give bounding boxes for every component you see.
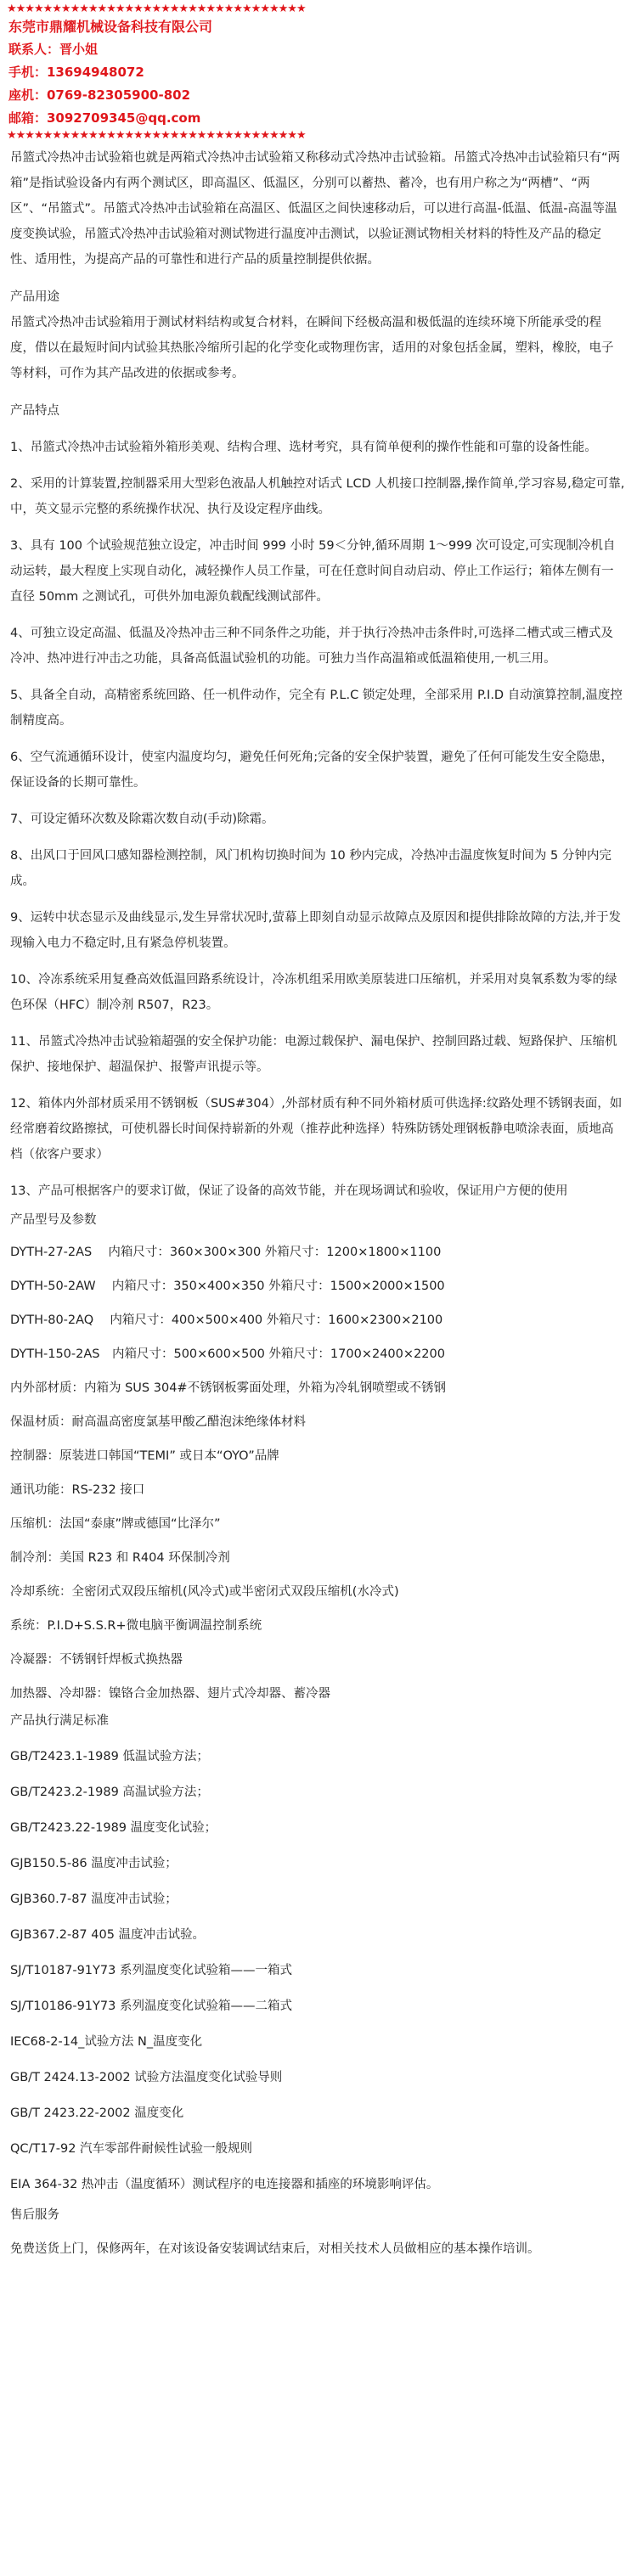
- contact-person: 联系人：晋小姐: [8, 42, 99, 57]
- intro-paragraph: 吊篮式冷热冲击试验箱也就是两箱式冷热冲击试验箱又称移动式冷热冲击试验箱。吊篮式冷热冲击试验箱只有“两箱”是指试验设备内有两个测试区，即高温区、低温区，分别可以蓄热、蓄冷，也有用户称之为“两槽”、“两区”、“吊篮式”。吊篮式冷热冲击试验箱在高温区、低温区之间快速移动后，可以进行高温-低温、低温-高温等温度变换试验，吊篮式冷热冲击试验箱对测试物进行温度冲击测试，以验证测试物相关材料的特性及产品的稳定性、适用性，为提高产品的可靠性和进行产品的质量控制提供依据。: [10, 151, 621, 267]
- standard-row: GB/T 2423.22-2002 温度变化: [10, 2106, 184, 2120]
- content-body: [0, 145, 637, 2262]
- feature-item: 1、吊篮式冷热冲击试验箱外箱形美观、结构合理、选材考究，具有简单便利的操作性能和可靠的设备性能。: [10, 441, 597, 454]
- standard-row: GB/T2423.2-1989 高温试验方法；: [10, 1786, 209, 1799]
- feature-item: 4、可独立设定高温、低温及冷热冲击三种不同条件之功能，并于执行冷热冲击条件时,可选择二槽式或三槽式及冷冲、热冲进行冲击之功能，具备高低温试验机的功能。可独力当作高温箱或低温箱使用,一机三用。: [10, 627, 613, 666]
- feature-item: 3、具有 100 个试验规范独立设定，冲击时间 999 小时 59＜分钟,循环周期 1～999 次可设定,可实现制冷机自动运转，最大程度上实现自动化，减轻操作人员工作量，可在任意时间自动启动、停止工作运行；箱体左侧有一直径 50mm 之测试孔，可供外加电源负载配线测试部件。: [10, 539, 616, 604]
- standards-block: [10, 1708, 625, 2197]
- standard-row: GJB367.2-87 405 温度冲击试验。: [10, 1928, 206, 1942]
- after-sales-heading: 售后服务: [10, 2208, 59, 2222]
- standard-row: SJ/T10187-91Y73 系列温度变化试验箱——一箱式: [10, 1964, 292, 1977]
- spec-row: 保温材质：耐高温高密度氯基甲酸乙醋泡沫绝缘体材料: [10, 1415, 306, 1429]
- standard-row: GB/T2423.22-1989 温度变化试验；: [10, 1821, 217, 1835]
- standard-row: GB/T2423.1-1989 低温试验方法；: [10, 1750, 209, 1763]
- standard-row: QC/T17-92 汽车零部件耐候性试验一般规则: [10, 2142, 253, 2156]
- standards-heading: 产品执行满足标准: [10, 1714, 109, 1728]
- usage-heading: 产品用途: [10, 290, 59, 304]
- standard-row: SJ/T10186-91Y73 系列温度变化试验箱——二箱式: [10, 1999, 292, 2013]
- after-sales-paragraph: 免费送货上门，保修两年，在对该设备安装调试结束后，对相关技术人员做相应的基本操作培训。: [10, 2242, 540, 2256]
- standard-row: GB/T 2424.13-2002 试验方法温度变化试验导则: [10, 2071, 283, 2084]
- model-row: DYTH-80-2AQ 内箱尺寸：400×500×400 外箱尺寸：1600×2300×2100: [10, 1313, 443, 1327]
- model-row: DYTH-150-2AS 内箱尺寸：500×600×500 外箱尺寸：1700×2400×2200: [10, 1347, 445, 1361]
- star-divider-top: ★★★★★★★★★★★★★★★★★★★★★★★★★★★★★★★★★: [7, 3, 306, 15]
- models-heading: 产品型号及参数: [10, 1213, 97, 1227]
- model-row: DYTH-27-2AS 内箱尺寸：360×300×300 外箱尺寸：1200×1800×1100: [10, 1246, 442, 1259]
- standard-row: IEC68-2-14_试验方法 N_温度变化: [10, 2035, 203, 2049]
- spec-row: 内外部材质：内箱为 SUS 304#不锈钢板雾面处理，外箱为冷轧钢喷塑或不锈钢: [10, 1381, 447, 1395]
- feature-item: 13、产品可根据客户的要求订做，保证了设备的高效节能，并在现场调试和验收，保证用户方便的使用: [10, 1184, 568, 1198]
- feature-item: 9、运转中状态显示及曲线显示,发生异常状况时,萤幕上即刻自动显示故障点及原因和提供排除故障的方法,并于发现输入电力不稳定时,且有紧急停机装置。: [10, 911, 622, 950]
- feature-item: 7、可设定循环次数及除霜次数自动(手动)除霜。: [10, 813, 274, 826]
- feature-item: 8、出风口于回风口感知器检测控制，风门机构切换时间为 10 秒内完成，冷热冲击温度恢复时间为 5 分钟内完成。: [10, 849, 612, 888]
- spec-row: 冷却系统：全密闭式双段压缩机(风冷式)或半密闭式双段压缩机(水冷式): [10, 1585, 399, 1599]
- standard-row: GJB360.7-87 温度冲击试验；: [10, 1893, 178, 1906]
- spec-row: 系统：P.I.D+S.S.R+微电脑平衡调温控制系统: [10, 1619, 262, 1633]
- spec-row: 控制器：原装进口韩国“TEMI” 或日本“OYO”品牌: [10, 1449, 279, 1463]
- star-divider-bottom: ★★★★★★★★★★★★★★★★★★★★★★★★★★★★★★★★★: [7, 130, 306, 142]
- mobile-number: 手机：13694948072: [8, 65, 144, 80]
- email-address: 邮箱：3092709345@qq.com: [8, 110, 201, 126]
- contact-block: [0, 15, 637, 130]
- feature-item: 2、采用的计算装置,控制器采用大型彩色液晶人机触控对话式 LCD 人机接口控制器,操作简单,学习容易,稳定可靠,中，英文显示完整的系统操作状况、执行及设定程序曲线。: [10, 477, 625, 516]
- spec-row: 加热器、冷却器：镍铬合金加热器、翅片式冷却器、蓄冷器: [10, 1687, 330, 1701]
- feature-item: 11、吊篮式冷热冲击试验箱超强的安全保护功能：电源过载保护、漏电保护、控制回路过载、短路保护、压缩机保护、接地保护、超温保护、报警声讯提示等。: [10, 1035, 617, 1074]
- standard-row: EIA 364-32 热冲击（温度循环）测试程序的电连接器和插座的环境影响评估。: [10, 2178, 439, 2191]
- features-heading: 产品特点: [10, 404, 59, 418]
- feature-item: 6、空气流通循环设计，使室内温度均匀，避免任何死角;完备的安全保护装置，避免了任何可能发生安全隐患，保证设备的长期可靠性。: [10, 751, 614, 790]
- feature-item: 5、具备全自动，高精密系统回路、任一机件动作，完全有 P.L.C 锁定处理，全部采用 P.I.D 自动演算控制,温度控制精度高。: [10, 689, 623, 728]
- usage-paragraph: 吊篮式冷热冲击试验箱用于测试材料结构或复合材料，在瞬间下经极高温和极低温的连续环境下所能承受的程度，借以在最短时间内试验其热胀冷缩所引起的化学变化或物理伤害，适用的对象包括金属，塑料，橡胶，电子等材料，可作为其产品改进的依据或参考。: [10, 316, 614, 380]
- spec-row: 冷凝器：不锈钢钎焊板式换热器: [10, 1653, 183, 1667]
- spec-row: 制冷剂：美国 R23 和 R404 环保制冷剂: [10, 1551, 230, 1565]
- specs-block: [10, 1375, 625, 1707]
- feature-item: 10、冷冻系统采用复叠高效低温回路系统设计，冷冻机组采用欧美原装进口压缩机，并采用对臭氧系数为零的绿色环保（HFC）制冷剂 R507，R23。: [10, 973, 617, 1012]
- models-block: [10, 1207, 625, 1367]
- landline-number: 座机：0769-82305900-802: [8, 87, 191, 103]
- feature-item: 12、箱体内外部材质采用不锈钢板（SUS#304）,外部材质有种不同外箱材质可供选择:纹路处理不锈钢表面，如经常磨着纹路擦拭，可使机器长时间保持崭新的外观（推荐此种选择）特殊防锈处理钢板静电喷涂表面，质地高档（依客户要求）: [10, 1097, 623, 1161]
- model-row: DYTH-50-2AW 内箱尺寸：350×400×350 外箱尺寸：1500×2000×1500: [10, 1280, 445, 1293]
- after-sales-block: [10, 2202, 625, 2262]
- standard-row: GJB150.5-86 温度冲击试验；: [10, 1857, 178, 1870]
- spec-row: 通讯功能：RS-232 接口: [10, 1483, 145, 1497]
- spec-row: 压缩机：法国“泰康”牌或德国“比泽尔”: [10, 1517, 221, 1531]
- company-name: 东莞市鼎耀机械设备科技有限公司: [8, 19, 213, 35]
